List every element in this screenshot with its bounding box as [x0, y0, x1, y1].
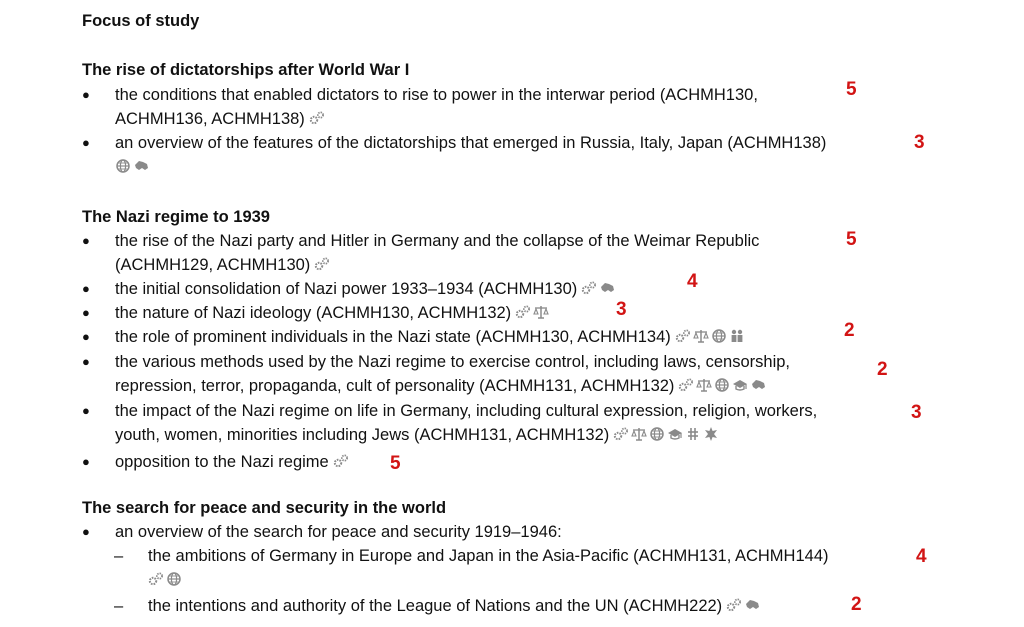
- capability-icons: [314, 255, 332, 279]
- item-text-content: the impact of the Nazi regime on life in Germany, including cultural expression, religion, workers,: [115, 402, 818, 420]
- rating-annotation: 2: [844, 320, 855, 341]
- intercultural-icon: [714, 377, 730, 393]
- item-text-line: [115, 229, 759, 253]
- critical-thinking-icon: [613, 426, 629, 442]
- rating-annotation: 3: [616, 299, 627, 320]
- item-text: [148, 544, 829, 592]
- item-text-content: the nature of Nazi ideology (ACHMH130, ACHMH132): [115, 304, 512, 322]
- capability-icons: [333, 452, 351, 476]
- critical-thinking-icon: [515, 304, 531, 320]
- item-text-content: the rise of the Nazi party and Hitler in Germany and the collapse of the Weimar Republic: [115, 232, 760, 250]
- asia-icon: [744, 597, 760, 613]
- capability-icons: [613, 425, 721, 449]
- item-text-content: an overview of the features of the dictatorships that emerged in Russia, Italy, Japan (ACHMH138): [115, 134, 827, 152]
- item-text-line: [148, 568, 829, 592]
- rating-annotation: 5: [846, 79, 857, 100]
- item-text-line: [115, 350, 790, 374]
- literacy-icon: [685, 426, 701, 442]
- item-text-content: the various methods used by the Nazi regime to exercise control, including laws, censorship,: [115, 353, 791, 371]
- ethics-icon: [696, 377, 712, 393]
- item-text-content: the initial consolidation of Nazi power 1933–1934 (ACHMH130): [115, 280, 578, 298]
- rating-annotation: 3: [911, 402, 922, 423]
- bullet-marker: ●: [82, 233, 90, 248]
- bullet-marker: ●: [82, 329, 90, 344]
- item-text-content: the conditions that enabled dictators to rise to power in the interwar period (ACHMH130,: [115, 86, 758, 104]
- asia-icon: [599, 280, 615, 296]
- asia-icon: [750, 377, 766, 393]
- item-text-line: [115, 423, 817, 447]
- item-text-line: [148, 594, 762, 618]
- critical-thinking-icon: [148, 571, 164, 587]
- item-text-content: ACHMH136, ACHMH138): [115, 110, 305, 128]
- capability-icons: [678, 376, 768, 400]
- item-text-line: [115, 325, 747, 349]
- capability-icons: [675, 327, 747, 351]
- section-heading: The Nazi regime to 1939: [82, 208, 270, 226]
- section-heading: The search for peace and security in the world: [82, 499, 447, 517]
- item-text: [115, 350, 790, 398]
- item-text-content: youth, women, minorities including Jews (ACHMH131, ACHMH132): [115, 426, 610, 444]
- personal-social-icon: [729, 328, 745, 344]
- item-text: [115, 325, 747, 349]
- capability-icons: [309, 109, 327, 133]
- intercultural-icon: [115, 158, 131, 174]
- bullet-marker: ●: [82, 305, 90, 320]
- intercultural-icon: [649, 426, 665, 442]
- ethics-icon: [693, 328, 709, 344]
- item-text: [115, 450, 351, 474]
- dash-marker: –: [114, 597, 124, 615]
- bullet-marker: ●: [82, 403, 90, 418]
- item-text-line: [115, 301, 551, 325]
- ict-icon: [667, 426, 683, 442]
- critical-thinking-icon: [333, 453, 349, 469]
- capability-icons: [581, 279, 617, 303]
- critical-thinking-icon: [581, 280, 597, 296]
- rating-annotation: 2: [851, 594, 862, 615]
- item-text-content: the intentions and authority of the League of Nations and the UN (ACHMH222): [148, 597, 723, 615]
- item-text-line: [115, 374, 790, 398]
- item-text-line: [115, 520, 562, 544]
- asia-icon: [133, 158, 149, 174]
- capability-icons: [148, 570, 184, 594]
- rating-annotation: 5: [390, 453, 401, 474]
- bullet-marker: ●: [82, 524, 90, 539]
- ethics-icon: [533, 304, 549, 320]
- bullet-marker: ●: [82, 454, 90, 469]
- bullet-marker: ●: [82, 87, 90, 102]
- capability-icons: [515, 303, 551, 327]
- sustainability-icon: [703, 426, 719, 442]
- bullet-marker: ●: [82, 135, 90, 150]
- ethics-icon: [631, 426, 647, 442]
- bullet-marker: ●: [82, 354, 90, 369]
- section-heading: The rise of dictatorships after World War I: [82, 61, 410, 79]
- item-text: [115, 301, 551, 325]
- rating-annotation: 3: [914, 132, 925, 153]
- item-text-line: [115, 83, 758, 107]
- item-text: [115, 131, 826, 179]
- item-text-line: [115, 450, 351, 474]
- item-text: [115, 520, 562, 544]
- item-text-line: [115, 399, 817, 423]
- item-text-content: the role of prominent individuals in the Nazi state (ACHMH130, ACHMH134): [115, 328, 671, 346]
- rating-annotation: 5: [846, 229, 857, 250]
- item-text-line: [148, 544, 829, 568]
- item-text-line: [115, 107, 758, 131]
- item-text: [115, 229, 759, 277]
- dash-marker: –: [114, 547, 124, 565]
- item-text-line: [115, 131, 826, 155]
- critical-thinking-icon: [309, 110, 325, 126]
- critical-thinking-icon: [678, 377, 694, 393]
- critical-thinking-icon: [726, 597, 742, 613]
- item-text: [115, 277, 617, 301]
- item-text-line: [115, 253, 759, 277]
- capability-icons: [726, 596, 762, 620]
- item-text-content: opposition to the Nazi regime: [115, 453, 329, 471]
- item-text-line: [115, 277, 617, 301]
- critical-thinking-icon: [314, 256, 330, 272]
- item-text-content: an overview of the search for peace and security 1919–1946:: [115, 523, 562, 541]
- bullet-marker: ●: [82, 281, 90, 296]
- item-text: [115, 399, 817, 447]
- ict-icon: [732, 377, 748, 393]
- intercultural-icon: [711, 328, 727, 344]
- rating-annotation: 4: [687, 271, 698, 292]
- page-title: Focus of study: [82, 12, 200, 30]
- rating-annotation: 4: [916, 546, 927, 567]
- item-text-content: the ambitions of Germany in Europe and Japan in the Asia-Pacific (ACHMH131, ACHMH144): [148, 547, 829, 565]
- rating-annotation: 2: [877, 359, 888, 380]
- capability-icons: [115, 157, 151, 181]
- item-text: [115, 83, 758, 131]
- item-text-content: (ACHMH129, ACHMH130): [115, 256, 311, 274]
- item-text: [148, 594, 762, 618]
- item-text-content: repression, terror, propaganda, cult of personality (ACHMH131, ACHMH132): [115, 377, 675, 395]
- item-text-line: [115, 155, 826, 179]
- intercultural-icon: [166, 571, 182, 587]
- critical-thinking-icon: [675, 328, 691, 344]
